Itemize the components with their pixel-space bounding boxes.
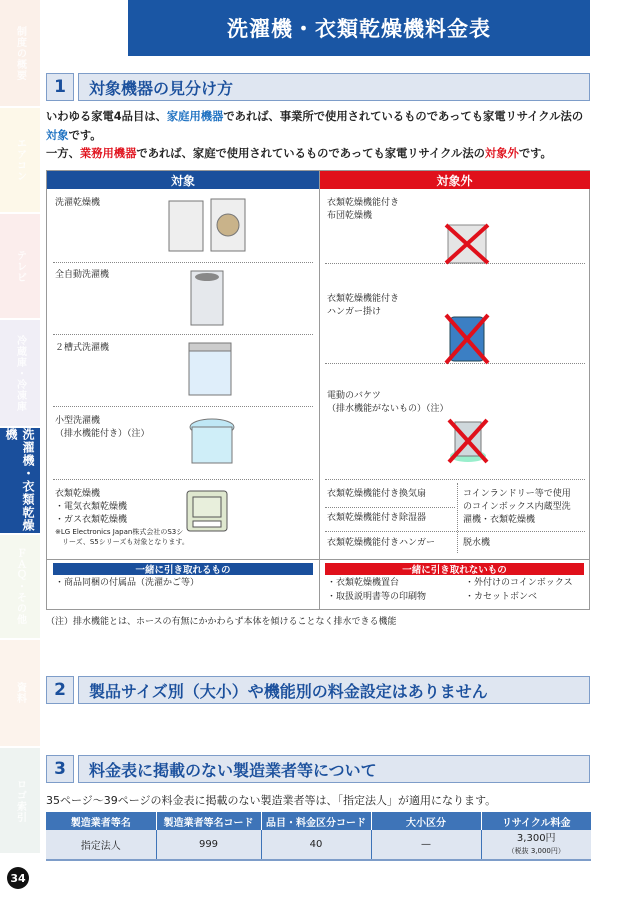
target-item: 小型洗濯機 （排水機能付き）（注） xyxy=(55,416,150,439)
text: であれば、事業所で使用されているものであっても家電リサイクル法の xyxy=(223,110,584,123)
column-header: 製造業者等名コード xyxy=(156,812,261,830)
page-number: 34 xyxy=(7,867,29,889)
section-3-text: 35ページ～39ページの料金表に掲載のない製造業者等は、「指定法人」が適用になります。 xyxy=(46,794,497,807)
divider xyxy=(319,171,320,609)
sidebar-tab[interactable]: 冷蔵庫・冷凍庫 xyxy=(0,320,40,426)
column-header: 製造業者等名 xyxy=(46,812,156,830)
target-item: ２槽式洗濯機 xyxy=(55,343,110,353)
nontarget-item: 衣類乾燥機能付き 布団乾燥機 xyxy=(327,198,400,221)
section-number: 2 xyxy=(46,676,74,704)
text: 一方、 xyxy=(46,147,80,160)
futon-dryer-image-crossed xyxy=(442,221,492,267)
cell: 999 xyxy=(156,830,261,860)
footnote: （注）排水機能とは、ホースの有無にかかわらず本体を傾けることなく排水できる機能 xyxy=(46,617,397,627)
noncollectable-band: 一緒に引き取れないもの xyxy=(325,563,584,575)
sidebar-tab[interactable]: 洗濯機・衣類乾燥機 xyxy=(0,428,40,533)
column-header: リサイクル料金 xyxy=(481,812,591,830)
noncollectable-item: ・取扱説明書等の印刷物 xyxy=(327,592,427,602)
sidebar-tab[interactable]: ロゴ索引 xyxy=(0,748,40,853)
twin-tub-washer-image xyxy=(187,339,233,399)
section-title: 製品サイズ別（大小）や機能別の料金設定はありません xyxy=(78,676,590,704)
electric-bucket-image-crossed xyxy=(445,416,491,466)
clothes-dryer-image xyxy=(185,489,229,533)
text: いわゆる家電4品目は、 xyxy=(46,110,167,123)
collectable-band: 一緒に引き取れるもの xyxy=(53,563,313,575)
target-header: 対象 xyxy=(47,171,319,189)
noncollectable-item: ・外付けのコインボックス xyxy=(465,578,573,588)
section-3-header xyxy=(46,755,590,783)
highlight: 業務用機器 xyxy=(79,147,137,160)
highlight: 家庭用機器 xyxy=(166,110,224,123)
divider xyxy=(53,334,313,335)
divider xyxy=(325,479,585,480)
intro-text xyxy=(46,108,594,164)
fee-value: 3,300円 xyxy=(516,832,556,844)
target-item: 洗濯乾燥機 xyxy=(55,198,101,208)
divider xyxy=(53,479,313,480)
nontarget-small-item: 衣類乾燥機能付きハンガー xyxy=(327,538,436,548)
table-header-row xyxy=(46,812,591,830)
section-title: 料金表に掲載のない製造業者等について xyxy=(78,755,590,783)
nontarget-small-item: 衣類乾燥機能付き除湿器 xyxy=(327,513,427,523)
sidebar-tab[interactable]: エアコン xyxy=(0,108,40,212)
section-1-header xyxy=(46,73,590,101)
dryer-note: ※LG Electronics Japan株式会社のS3シ リーズ、S5シリーズも対象となります。 xyxy=(55,528,189,546)
hanger-dryer-image-crossed xyxy=(442,311,492,367)
section-2-header xyxy=(46,676,590,704)
divider xyxy=(325,531,585,532)
cell: — xyxy=(371,830,481,860)
column-header: 品目・料金区分コード xyxy=(261,812,371,830)
small-washer-image xyxy=(187,415,237,471)
cell: 40 xyxy=(261,830,371,860)
dryer-item xyxy=(55,488,189,547)
section-number: 3 xyxy=(46,755,74,783)
text: であれば、家庭で使用されているものであっても家電リサイクル法の xyxy=(136,147,485,160)
nontarget-header: 対象外 xyxy=(319,171,590,189)
sidebar-tab[interactable]: テレビ xyxy=(0,214,40,318)
fee-cell xyxy=(481,830,591,860)
text: です。 xyxy=(68,128,102,142)
fee-excl-tax: （税抜 3,000円） xyxy=(507,846,565,855)
section-number: 1 xyxy=(46,73,74,101)
target-table xyxy=(46,170,590,610)
dryer-sub: ・電気衣類乾燥機 xyxy=(55,502,128,512)
nontarget-small-item: 衣類乾燥機能付き換気扇 xyxy=(327,489,427,499)
highlight: 対象 xyxy=(46,128,69,142)
divider xyxy=(457,483,458,553)
divider xyxy=(325,507,455,508)
washer-dryer-image xyxy=(167,195,247,255)
sidebar-tab[interactable]: ＦＡＱ・その他 xyxy=(0,535,40,638)
fee-table xyxy=(46,812,591,861)
text: です。 xyxy=(518,147,552,160)
dryer-title: 衣類乾燥機 xyxy=(55,489,101,499)
cell: 指定法人 xyxy=(46,830,156,860)
section-title: 対象機器の見分け方 xyxy=(78,73,590,101)
divider xyxy=(53,262,313,263)
page-title: 洗濯機・衣類乾燥機料金表 xyxy=(128,0,590,56)
highlight: 対象外 xyxy=(484,147,519,160)
column-header: 大小区分 xyxy=(371,812,481,830)
divider xyxy=(47,559,589,560)
dryer-sub: ・ガス衣類乾燥機 xyxy=(55,515,128,525)
sidebar-tab[interactable]: 資料 xyxy=(0,640,40,746)
noncollectable-item: ・カセットボンベ xyxy=(465,592,538,602)
nontarget-small-item: コインランドリー等で使用 のコインボックス内蔵型洗 濯機・衣類乾燥機 xyxy=(463,489,571,525)
nontarget-small-item: 脱水機 xyxy=(463,538,491,548)
target-item: 全自動洗濯機 xyxy=(55,270,110,280)
divider xyxy=(53,406,313,407)
noncollectable-item: ・衣類乾燥機置台 xyxy=(327,578,400,588)
table-row xyxy=(46,830,591,860)
washing-machine-image xyxy=(189,267,225,327)
nontarget-item: 電動のバケツ （排水機能がないもの）（注） xyxy=(327,391,449,414)
sidebar-tab[interactable]: 制度の概要 xyxy=(0,0,40,106)
nontarget-item: 衣類乾燥機能付き ハンガー掛け xyxy=(327,294,400,317)
collectable-item: ・商品同梱の付属品（洗濯かご等） xyxy=(55,578,200,588)
